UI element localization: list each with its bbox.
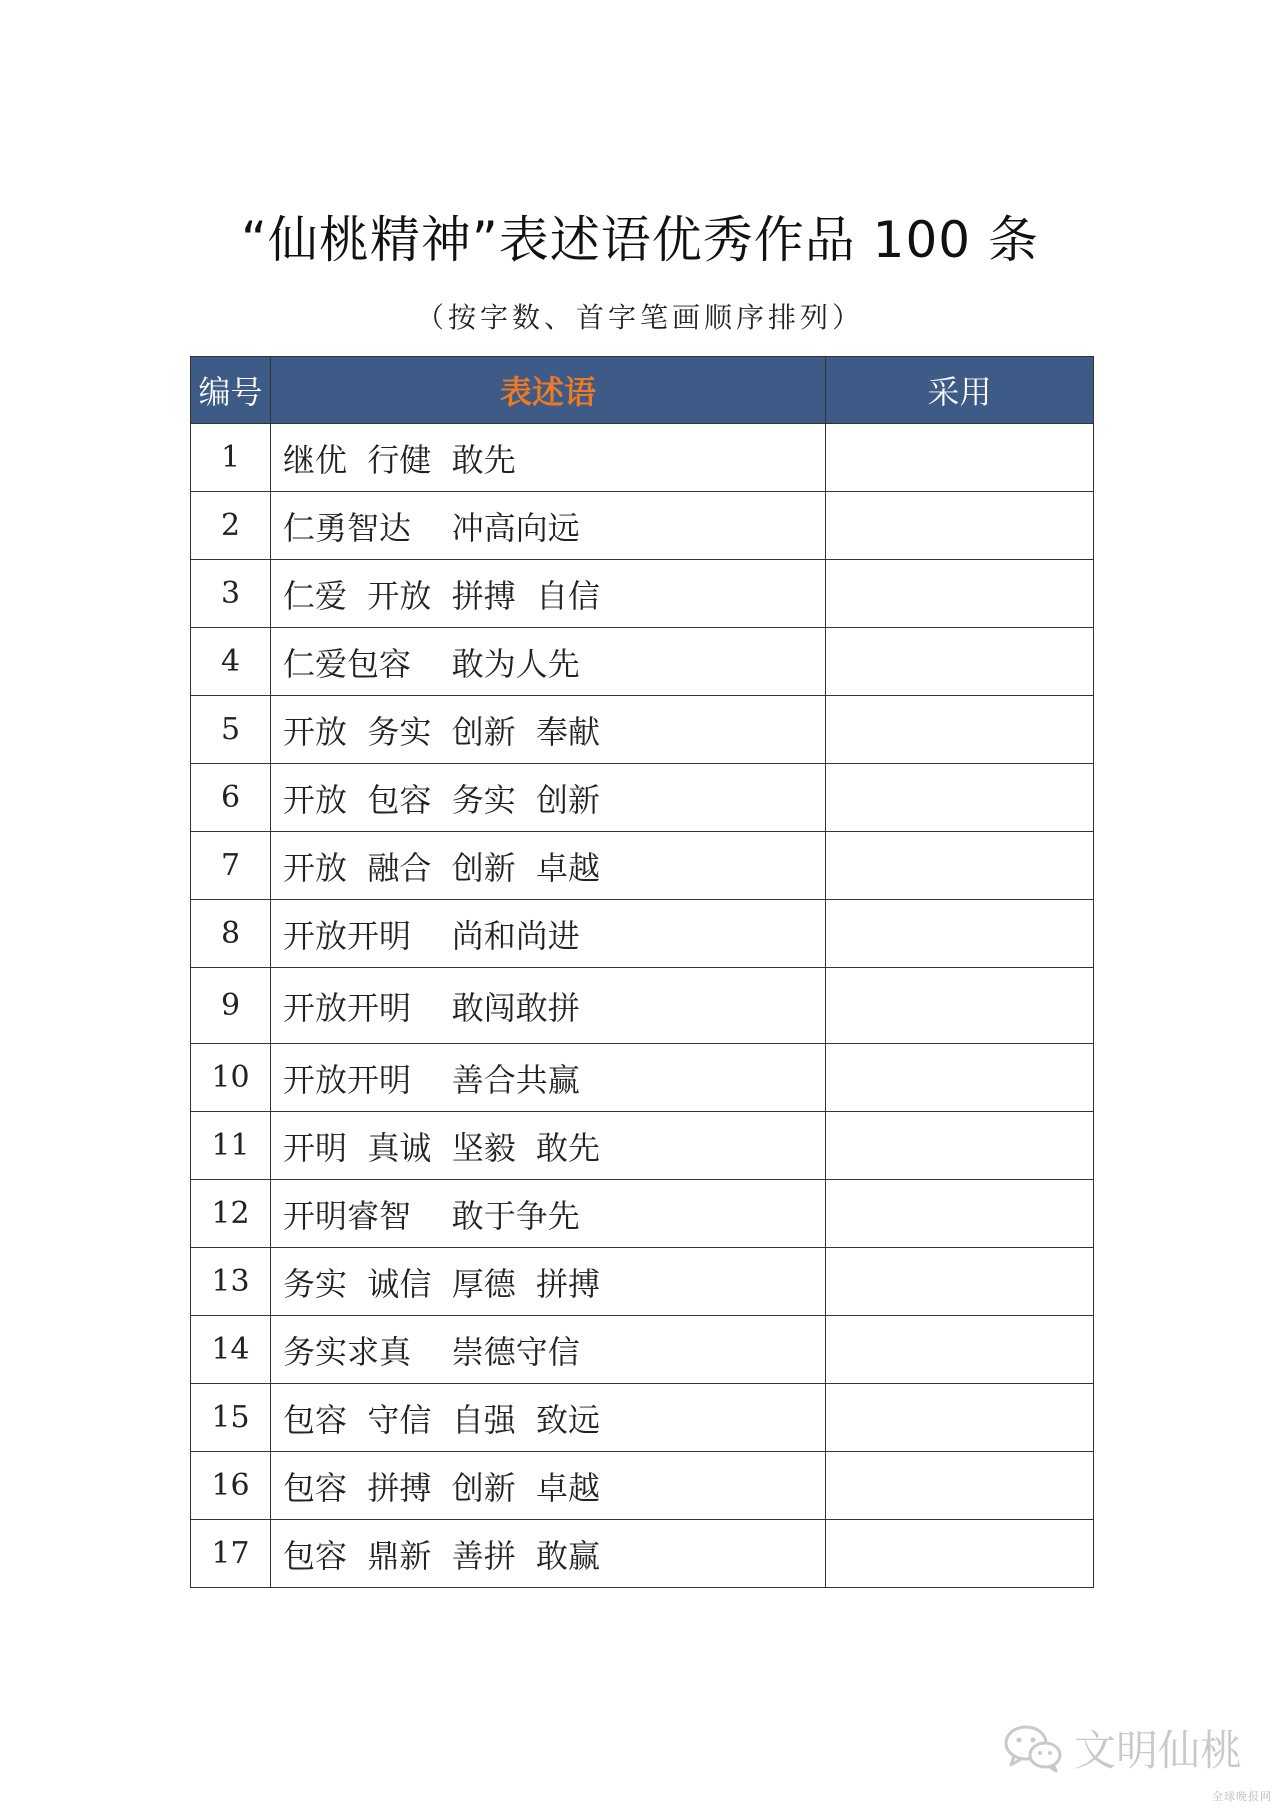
row-number: 8 — [191, 900, 271, 968]
row-number: 6 — [191, 764, 271, 832]
table-row — [191, 1248, 1094, 1316]
row-slogan: 开放开明 善合共赢 — [271, 1044, 826, 1112]
row-slogan: 开放开明 敢闯敢拼 — [271, 968, 826, 1044]
row-slogan: 开放开明 尚和尚进 — [271, 900, 826, 968]
row-adopt-cell[interactable] — [826, 1384, 1094, 1452]
row-number: 11 — [191, 1112, 271, 1180]
row-adopt-cell[interactable] — [826, 1316, 1094, 1384]
row-slogan: 仁爱 开放 拼搏 自信 — [271, 560, 826, 628]
header-slogan: 表述语 — [271, 357, 826, 424]
row-slogan: 包容 鼎新 善拼 敢赢 — [271, 1520, 826, 1588]
table-row — [191, 764, 1094, 832]
row-number: 4 — [191, 628, 271, 696]
row-slogan: 开放 融合 创新 卓越 — [271, 832, 826, 900]
row-number: 2 — [191, 492, 271, 560]
row-number: 10 — [191, 1044, 271, 1112]
row-adopt-cell[interactable] — [826, 900, 1094, 968]
row-slogan: 包容 守信 自强 致远 — [271, 1384, 826, 1452]
row-slogan: 仁勇智达 冲高向远 — [271, 492, 826, 560]
table-row — [191, 1384, 1094, 1452]
table-row — [191, 1180, 1094, 1248]
row-adopt-cell[interactable] — [826, 1452, 1094, 1520]
row-adopt-cell[interactable] — [826, 560, 1094, 628]
row-adopt-cell[interactable] — [826, 1112, 1094, 1180]
watermark — [1002, 1718, 1242, 1778]
row-number: 5 — [191, 696, 271, 764]
row-adopt-cell[interactable] — [826, 492, 1094, 560]
table-row — [191, 1044, 1094, 1112]
row-adopt-cell[interactable] — [826, 628, 1094, 696]
table-header-row — [191, 357, 1094, 424]
row-adopt-cell[interactable] — [826, 832, 1094, 900]
page-subtitle: （按字数、首字笔画顺序排列） — [415, 301, 864, 334]
row-number: 7 — [191, 832, 271, 900]
table-row — [191, 1452, 1094, 1520]
table-row — [191, 900, 1094, 968]
table-row — [191, 832, 1094, 900]
row-slogan: 务实 诚信 厚德 拼搏 — [271, 1248, 826, 1316]
table-row — [191, 628, 1094, 696]
row-adopt-cell[interactable] — [826, 1180, 1094, 1248]
page-title: “仙桃精神”表述语优秀作品 100 条 — [240, 211, 1040, 269]
row-slogan: 开明 真诚 坚毅 敢先 — [271, 1112, 826, 1180]
row-adopt-cell[interactable] — [826, 1248, 1094, 1316]
header-number: 编号 — [191, 357, 271, 424]
row-number: 15 — [191, 1384, 271, 1452]
row-number: 17 — [191, 1520, 271, 1588]
row-number: 13 — [191, 1248, 271, 1316]
corner-watermark: 全球晚报网 — [1212, 1790, 1272, 1803]
table-row — [191, 696, 1094, 764]
row-number: 1 — [191, 424, 271, 492]
table-row — [191, 560, 1094, 628]
watermark-text: 文明仙桃 — [1073, 1726, 1242, 1775]
row-slogan: 继优 行健 敢先 — [271, 424, 826, 492]
table-row — [191, 1112, 1094, 1180]
row-number: 16 — [191, 1452, 271, 1520]
row-adopt-cell[interactable] — [826, 696, 1094, 764]
table-row — [191, 492, 1094, 560]
row-adopt-cell[interactable] — [826, 968, 1094, 1044]
slogan-table — [190, 356, 1094, 1588]
row-slogan: 包容 拼搏 创新 卓越 — [271, 1452, 826, 1520]
table-row — [191, 968, 1094, 1044]
header-adopt: 采用 — [826, 357, 1094, 424]
row-slogan: 开放 包容 务实 创新 — [271, 764, 826, 832]
row-slogan: 开明睿智 敢于争先 — [271, 1180, 826, 1248]
row-slogan: 仁爱包容 敢为人先 — [271, 628, 826, 696]
wechat-icon — [1002, 1723, 1064, 1773]
row-slogan: 开放 务实 创新 奉献 — [271, 696, 826, 764]
row-adopt-cell[interactable] — [826, 1044, 1094, 1112]
row-number: 14 — [191, 1316, 271, 1384]
table-row — [191, 1520, 1094, 1588]
row-adopt-cell[interactable] — [826, 424, 1094, 492]
row-number: 3 — [191, 560, 271, 628]
row-number: 12 — [191, 1180, 271, 1248]
row-adopt-cell[interactable] — [826, 764, 1094, 832]
row-adopt-cell[interactable] — [826, 1520, 1094, 1588]
table-row — [191, 1316, 1094, 1384]
table-row — [191, 424, 1094, 492]
row-slogan: 务实求真 崇德守信 — [271, 1316, 826, 1384]
row-number: 9 — [191, 968, 271, 1044]
